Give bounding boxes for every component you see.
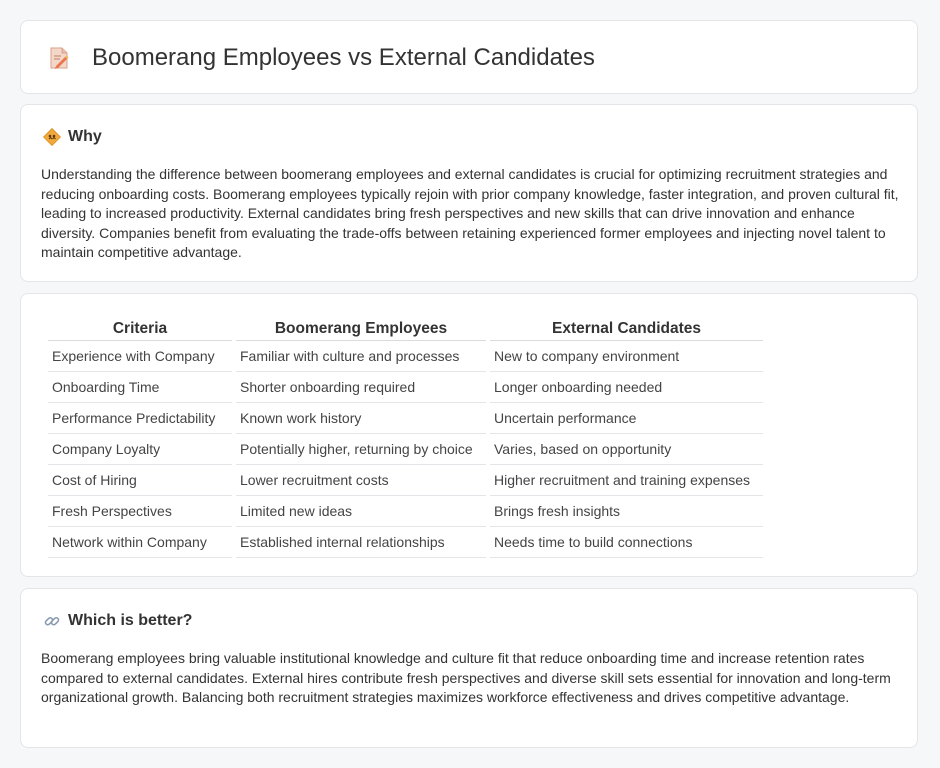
- table-row: [48, 341, 763, 372]
- comparison-table: [44, 312, 767, 558]
- row-boomerang: Limited new ideas: [236, 496, 486, 527]
- row-boomerang: Familiar with culture and processes: [236, 341, 486, 372]
- row-criteria: Onboarding Time: [48, 372, 232, 403]
- row-boomerang: Shorter onboarding required: [236, 372, 486, 403]
- table-header-row: [48, 312, 763, 341]
- row-criteria: Fresh Perspectives: [48, 496, 232, 527]
- header-criteria: Criteria: [48, 312, 232, 341]
- row-external: Longer onboarding needed: [490, 372, 763, 403]
- row-boomerang: Potentially higher, returning by choice: [236, 434, 486, 465]
- row-boomerang: Lower recruitment costs: [236, 465, 486, 496]
- row-criteria: Network within Company: [48, 527, 232, 558]
- row-external: Higher recruitment and training expenses: [490, 465, 763, 496]
- page-title: Boomerang Employees vs External Candidates: [92, 44, 595, 71]
- comparison-section: [20, 293, 918, 577]
- row-criteria: Performance Predictability: [48, 403, 232, 434]
- why-section: [20, 104, 918, 282]
- table-row: [48, 434, 763, 465]
- which-better-heading: Which is better?: [68, 612, 193, 629]
- title-card: [20, 20, 918, 94]
- header-external: External Candidates: [490, 312, 763, 341]
- table-row: [48, 372, 763, 403]
- why-heading: Why: [68, 128, 102, 145]
- table-row: [48, 403, 763, 434]
- row-boomerang: Established internal relationships: [236, 527, 486, 558]
- why-text: Understanding the difference between boomerang employees and external candidates is crucial for optimizing recruitment strategies and reducing onboarding costs. Boomerang employees typically rejoin with prior company knowledge, faster integration, and proven cultural fit, leading to increased productivity. External candidates bring fresh perspectives and new skills that can drive innovation and enhance diversity. Companies benefit from evaluating the trade-offs between retaining experienced former employees and injecting novel talent to maintain competitive advantage.: [41, 166, 899, 260]
- table-row: [48, 465, 763, 496]
- row-external: Uncertain performance: [490, 403, 763, 434]
- row-criteria: Company Loyalty: [48, 434, 232, 465]
- row-external: Needs time to build connections: [490, 527, 763, 558]
- table-row: [48, 496, 763, 527]
- link-icon: [43, 612, 61, 630]
- header-boomerang: Boomerang Employees: [236, 312, 486, 341]
- road-sign-icon: [43, 128, 61, 146]
- row-boomerang: Known work history: [236, 403, 486, 434]
- which-better-text: Boomerang employees bring valuable institutional knowledge and culture fit that reduce onboarding time and increase retention rates compared to external candidates. External hires contribute fresh perspectives and diverse skill sets essential for innovation and long-term organizational growth. Balancing both recruitment strategies maximizes workforce effectiveness and drives competitive advantage.: [41, 650, 891, 705]
- row-criteria: Experience with Company: [48, 341, 232, 372]
- which-better-section: [20, 588, 918, 748]
- table-row: [48, 527, 763, 558]
- document-pencil-icon: [47, 46, 71, 70]
- row-external: Varies, based on opportunity: [490, 434, 763, 465]
- row-external: New to company environment: [490, 341, 763, 372]
- row-criteria: Cost of Hiring: [48, 465, 232, 496]
- row-external: Brings fresh insights: [490, 496, 763, 527]
